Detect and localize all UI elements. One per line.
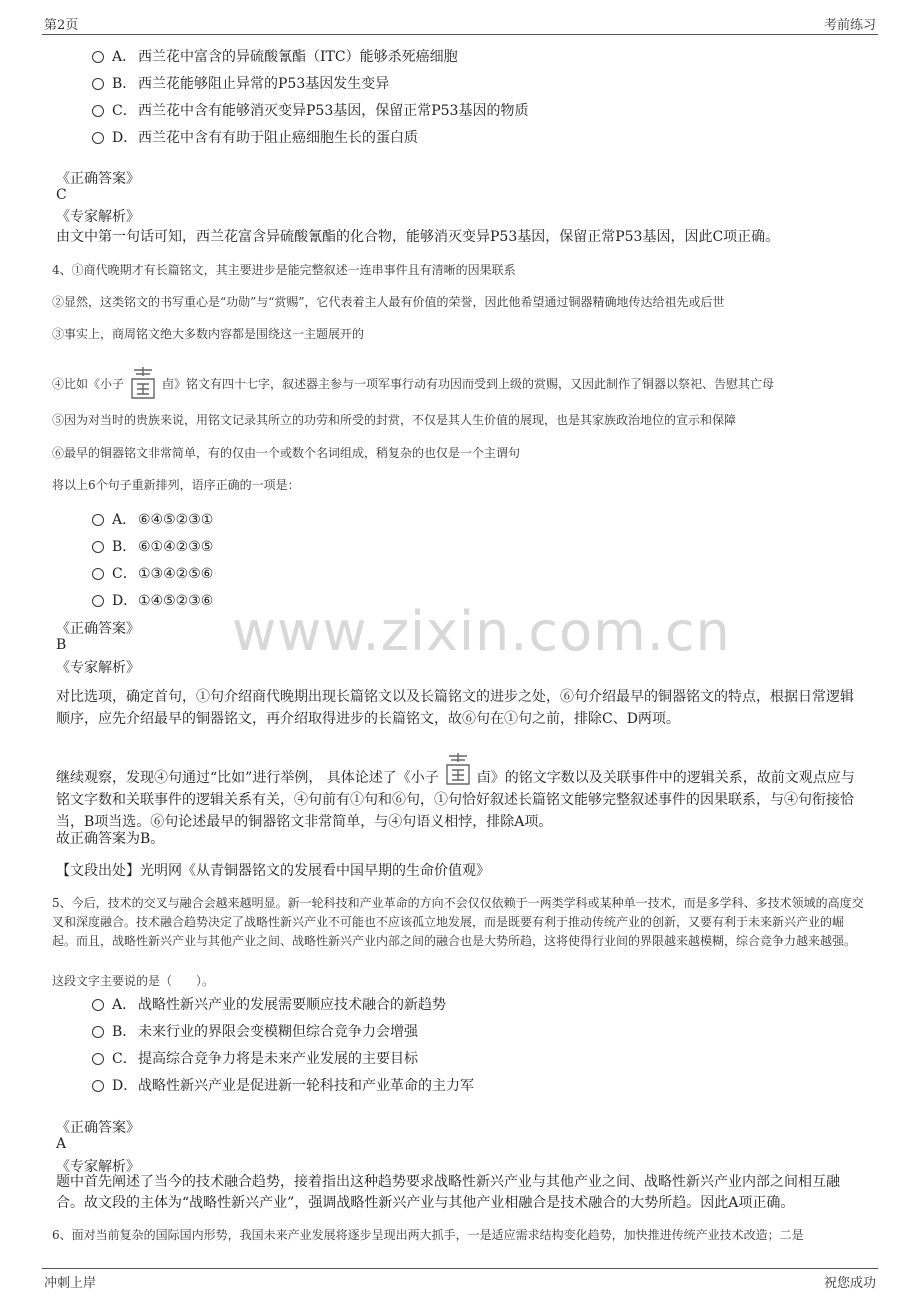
radio-icon[interactable] xyxy=(92,999,104,1011)
ancient-character-image xyxy=(128,366,158,400)
q4-answer-label: 《正确答案》 xyxy=(56,621,140,637)
page-number: 第2页 xyxy=(44,18,79,33)
radio-icon[interactable] xyxy=(92,541,104,553)
q6-passage-partial: 6、面对当前复杂的国际国内形势，我国未来产业发展将逐步呈现出两大抓手，一是适应需求结构变化趋势，加快推进传统产业技术改造；二是 xyxy=(52,1228,804,1242)
q4-sentence-2: ②显然，这类铭文的书写重心是“功勋”与“赏赐”，它代表着主人最有价值的荣誉，因此他希望通过铜器精确地传达给祖先或后世 xyxy=(52,295,725,309)
q4-analysis-paragraph-2: 继续观察，发现④句通过“比如”进行举例， 具体论述了《小子 卣》的铭文字数以及关联事件中的逻辑关系，故前文观点应与铭文字数和关联事件的逻辑关系有关，④句前有①句和⑥句，①句恰好叙述长篇铭文能够完整叙述事件的因果联系，与④句衔接恰当，B项当选。⑥句论述最早的铜器铭文非常简单，与④句语义相悖，排除A项。 xyxy=(56,752,864,833)
radio-icon[interactable] xyxy=(92,132,104,144)
radio-icon[interactable] xyxy=(92,568,104,580)
footer-divider xyxy=(42,1268,878,1269)
header-right-label: 考前练习 xyxy=(823,18,876,33)
q5-option-c[interactable]: C．提高综合竞争力将是未来产业发展的主要目标 xyxy=(92,1048,418,1068)
q5-option-a[interactable]: A． 战略性新兴产业的发展需要顺应技术融合的新趋势 xyxy=(92,994,446,1014)
q4-analysis-label: 《专家解析》 xyxy=(56,660,140,676)
q5-answer: A xyxy=(56,1136,67,1152)
radio-icon[interactable] xyxy=(92,1053,104,1065)
q4-option-b[interactable]: B． ⑥①④②③⑤ xyxy=(92,536,213,556)
q5-analysis: 题中首先阐述了当今的技术融合趋势，接着指出这种趋势要求战略性新兴产业与其他产业之间、战略性新兴产业内部之间相互融合。故文段的主体为“战略性新兴产业”，强调战略性新兴产业与其他产业相融合是技术融合的大势所趋。因此A项正确。 xyxy=(56,1174,840,1211)
q3-answer: C xyxy=(56,187,67,203)
q4-answer: B xyxy=(56,637,67,653)
radio-icon[interactable] xyxy=(92,595,104,607)
header-divider xyxy=(42,34,878,35)
q5-prompt: 这段文字主要说的是（ ）。 xyxy=(52,974,215,988)
q4-option-a[interactable]: A． ⑥④⑤②③① xyxy=(92,509,213,529)
q5-passage: 5、今后，技术的交叉与融合会越来越明显。新一轮科技和产业革命的方向不会仅仅依赖于一两类学科或某种单一技术，而是多学科、多技术领域的高度交叉和深度融合。技术融合趋势决定了战略性新兴产业不可能也不应该孤立地发展，而是既要有利于推动传统产业的创新，又要有利于未来新兴产业的崛起。而且，战略性新兴产业与其他产业之间、战略性新兴产业内部之间的融合也是大势所趋，这将使得行业间的界限越来越模糊，综合竞争力越来越强。 xyxy=(52,896,864,948)
radio-icon[interactable] xyxy=(92,105,104,117)
q4-sentence-6: ⑥最早的铜器铭文非常简单，有的仅由一个或数个名词组成，稍复杂的也仅是一个主谓句 xyxy=(52,446,521,460)
radio-icon[interactable] xyxy=(92,514,104,526)
q3-analysis-label: 《专家解析》 xyxy=(56,209,140,225)
q4-prompt: 将以上6个句子重新排列，语序正确的一项是： xyxy=(52,478,300,492)
q4-sentence-4: ④比如《小子 卣》铭文有四十七字，叙述器主参与一项军事行动有功因而受到上级的赏赐，又因此制作了铜器以祭祀、告慰其亡母 xyxy=(52,366,774,400)
q5-analysis-label: 《专家解析》 xyxy=(56,1159,140,1175)
q4-option-d[interactable]: D．①④⑤②③⑥ xyxy=(92,590,213,610)
radio-icon[interactable] xyxy=(92,1080,104,1092)
q5-answer-label: 《正确答案》 xyxy=(56,1120,140,1136)
watermark: www.zixin.com.cn xyxy=(232,600,731,663)
q4-sentence-5: ⑤因为对当时的贵族来说，用铭文记录其所立的功劳和所受的封赏，不仅是其人生价值的展现，也是其家族政治地位的宣示和保障 xyxy=(52,413,737,427)
footer-right-label: 祝您成功 xyxy=(823,1276,876,1291)
q4-sentence-3: ③事实上，商周铭文绝大多数内容都是围绕这一主题展开的 xyxy=(52,327,365,341)
q3-answer-label: 《正确答案》 xyxy=(56,171,140,187)
footer-left-label: 冲刺上岸 xyxy=(44,1276,97,1291)
radio-icon[interactable] xyxy=(92,78,104,90)
radio-icon[interactable] xyxy=(92,1026,104,1038)
q4-analysis-paragraph-1: 对比选项，确定首句，①句介绍商代晚期出现长篇铭文以及长篇铭文的进步之处，⑥句介绍最早的铜器铭文的特点，根据日常逻辑顺序，应先介绍最早的铜器铭文，再介绍取得进步的长篇铭文，故⑥句在①句之前，排除C、D两项。 xyxy=(56,689,854,727)
q4-analysis-conclusion: 故正确答案为B。 xyxy=(56,831,165,847)
q3-analysis: 由文中第一句话可知，西兰花富含异硫酸氰酯的化合物，能够消灭变异P53基因，保留正常P53基因，因此C项正确。 xyxy=(56,229,780,245)
q4-sentence-1: 4、①商代晚期才有长篇铭文，其主要进步是能完整叙述一连串事件且有清晰的因果联系 xyxy=(52,263,516,277)
ancient-character-image xyxy=(443,752,473,786)
q3-option-d[interactable]: D．西兰花中含有有助于阻止癌细胞生长的蛋白质 xyxy=(92,127,418,147)
q3-option-c[interactable]: C．西兰花中含有能够消灭变异P53基因，保留正常P53基因的物质 xyxy=(92,100,528,120)
q5-option-b[interactable]: B． 未来行业的界限会变模糊但综合竞争力会增强 xyxy=(92,1021,418,1041)
radio-icon[interactable] xyxy=(92,51,104,63)
q3-option-a[interactable]: A． 西兰花中富含的异硫酸氰酯（ITC）能够杀死癌细胞 xyxy=(92,46,458,66)
q4-source: 【文段出处】光明网《从青铜器铭文的发展看中国早期的生命价值观》 xyxy=(56,863,490,879)
q5-option-d[interactable]: D．战略性新兴产业是促进新一轮科技和产业革命的主力军 xyxy=(92,1075,474,1095)
q3-option-b[interactable]: B． 西兰花能够阻止异常的P53基因发生变异 xyxy=(92,73,389,93)
q4-option-c[interactable]: C．①③④②⑤⑥ xyxy=(92,563,213,583)
